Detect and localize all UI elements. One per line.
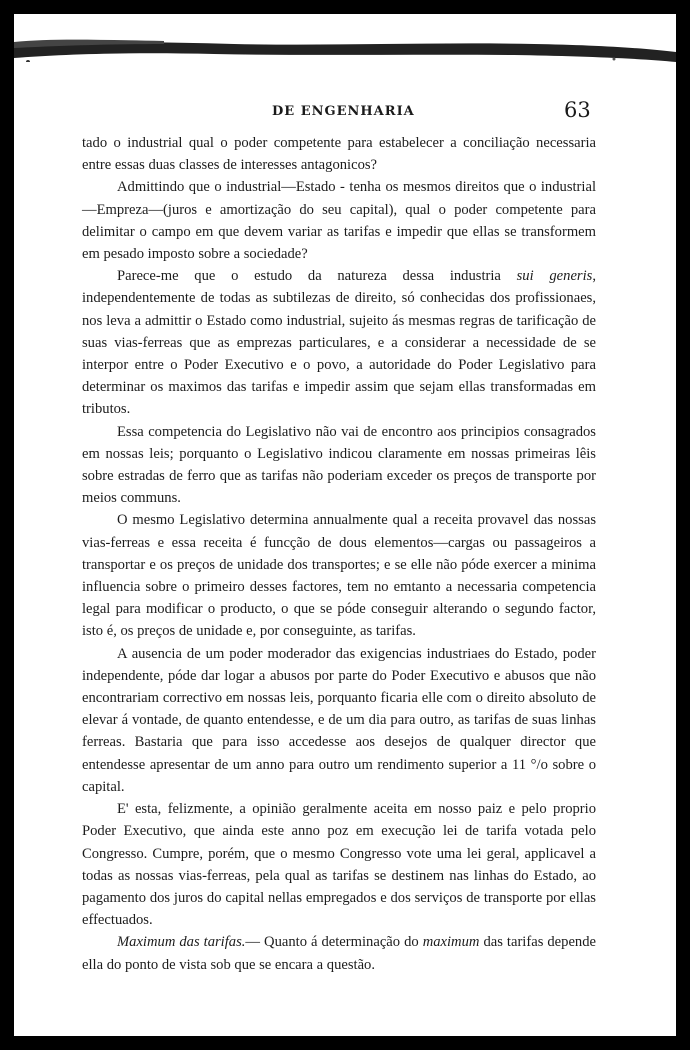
- paragraph-5: O mesmo Legislativo determina annualmente qual a receita provavel das nossas vias-ferreas e essa receita é funcção de dous elementos—cargas ou passageiros a transportar e os preços de unidade dos transportes; e se elle não póde exercer a minima influencia sobre o primeiro desses factores, tem no emtanto a necessaria competencia legal para modificar o producto, o que se póde conseguir alterando o segundo factor, isto é, os preços de unidade e, por conseguinte, as tarifas.: [82, 512, 596, 640]
- paragraph-3: [82, 265, 596, 420]
- book-page: [14, 14, 676, 1036]
- sui-generis-term: sui generis: [516, 268, 593, 285]
- paragraph-8-start: — Quanto á determinação do: [245, 934, 423, 951]
- running-title: DE ENGENHARIA: [272, 104, 415, 119]
- page-number: 63: [564, 98, 591, 122]
- page-header: [14, 90, 676, 120]
- paragraph-8: [82, 931, 596, 975]
- paragraph-2: Admittindo que o industrial—Estado - tenha os mesmos direitos que o industrial—Empreza—(juros e amortização do seu capital), qual o poder competente para delimitar o campo em que devem variar as tarifas e impedir que ellas se transformem em pesado imposto sobre a sociedade?: [82, 179, 596, 263]
- body-text: [82, 132, 596, 976]
- paragraph-4: Essa competencia do Legislativo não vai de encontro aos principios consagrados em nossas leis; porquanto o Legislativo indicou claramente em nossas primeiras lêis sobre estradas de ferro que as tarifas não poderiam exceder os preços de transporte por meios communs.: [82, 423, 596, 507]
- paragraph-6: A ausencia de um poder moderador das exigencias industriaes do Estado, poder independente, póde dar logar a abusos por parte do Poder Executivo e abusos que não encontrariam correctivo em nossas leis, porquanto ficaria elle com o direito absoluto de elevar á vontade, de quanto entendesse, e de um dia para outro, as tarifas de suas linhas ferreas. Bastaria que para isso accedesse aos desejos de qualquer director que entendesse apresentar de um anno para outro um rendimento superior a 11 °/o sobre o capital.: [82, 645, 596, 795]
- section-heading-maximum: Maximum das tarifas.: [117, 934, 246, 951]
- paragraph-3-end: , independentemente de todas as subtilezas de direito, só conhecidas dos profissionaes, nos leva a admittir o Estado como industrial, sujeito ás mesmas regras de tarificação de suas vias-ferreas que as emprezas particulares, e a considerar a necessidade de se interpor entre o Poder Executivo e o povo, a autoridade do Poder Legislativo para determinar os maximos das tarifas e impedir assim que sejam ellas transformadas em tributos.: [82, 268, 596, 418]
- maximum-term: maximum: [422, 934, 480, 951]
- paragraph-3-start: Parece-me que o estudo da natureza dessa industria: [117, 268, 517, 285]
- paragraph-8-end: das tarifas depende ella do ponto de vista sob que se encara a questão.: [82, 934, 596, 973]
- scan-edge-shadow: [14, 32, 676, 62]
- paragraph-7: E' esta, felizmente, a opinião geralmente aceita em nosso paiz e pelo proprio Poder Executivo, que ainda este anno poz em execução lei de tarifa votada pelo Congresso. Cumpre, porém, que o mesmo Congresso vote uma lei geral, applicavel a todas as nossas vias-ferreas, pela qual as tarifas se destinem nas linhas do Estado, ao pagamento dos juros do capital nellas empregados e dos serviços de transporte por ellas effectuados.: [82, 801, 596, 929]
- paragraph-1: tado o industrial qual o poder competente para estabelecer a conciliação necessaria entre essas duas classes de interesses antagonicos?: [82, 135, 596, 174]
